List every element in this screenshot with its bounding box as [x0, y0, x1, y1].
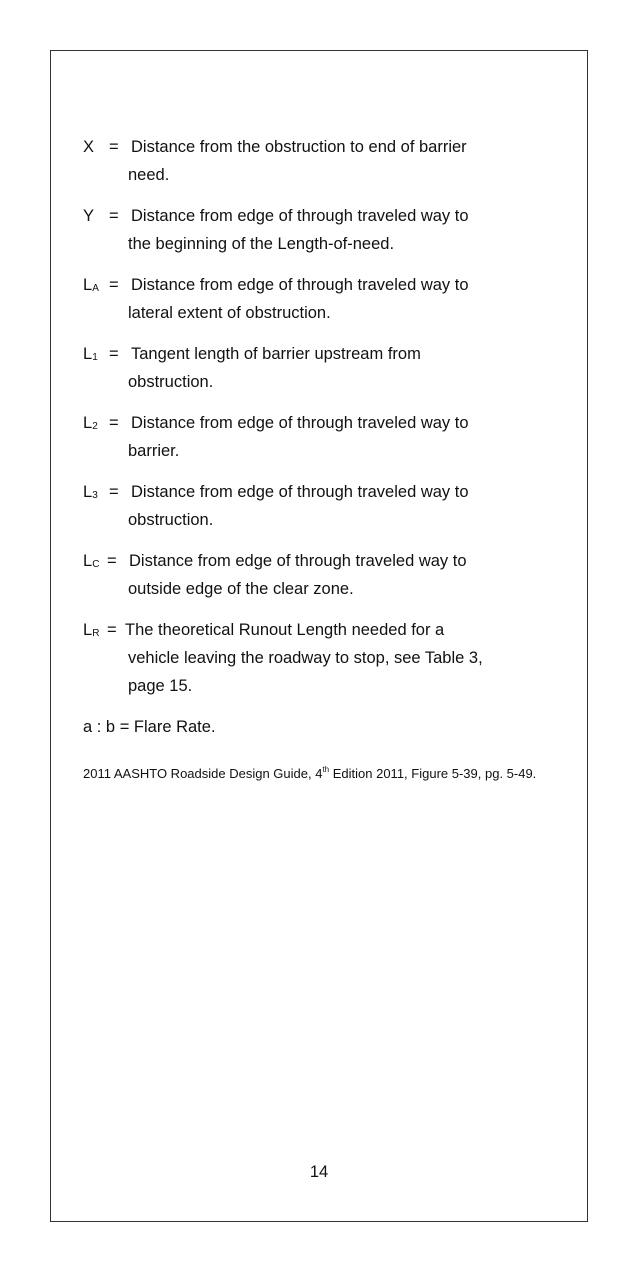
definition-text: Distance from edge of through traveled way to: [131, 483, 469, 501]
definition-x: [83, 133, 553, 189]
definition-continuation: obstruction.: [128, 511, 214, 529]
definition-continuation: the beginning of the Length-of-need.: [128, 235, 395, 253]
definition-l1: [83, 340, 553, 396]
definition-continuation: lateral extent of obstruction.: [128, 304, 331, 322]
definition-continuation: obstruction.: [128, 373, 214, 391]
symbol: X: [83, 138, 95, 156]
equals-sign: =: [109, 345, 119, 363]
definition-l2: [83, 409, 553, 465]
flare-rate: a : b = Flare Rate.: [83, 718, 216, 736]
definition-y: [83, 202, 553, 258]
definition-l3: [83, 478, 553, 534]
definition-continuation: vehicle leaving the roadway to stop, see Table 3,: [128, 649, 483, 667]
definition-continuation: need.: [128, 166, 170, 184]
equals-sign: =: [109, 207, 119, 225]
equals-sign: =: [107, 552, 117, 570]
symbol: $L_C$: [83, 552, 100, 570]
definition-lr: [83, 616, 553, 700]
equals-sign: =: [109, 483, 119, 501]
definition-text: Tangent length of barrier upstream from: [131, 345, 421, 363]
citation: 2011 AASHTO Roadside Design Guide, 4th Edition 2011, Figure 5-39, pg. 5-49.: [83, 765, 537, 781]
symbol: $L_R$: [83, 621, 100, 639]
page-number: 14: [309, 1163, 329, 1181]
definition-la: [83, 271, 553, 327]
equals-sign: =: [107, 621, 117, 639]
definition-text: Distance from the obstruction to end of barrier: [131, 138, 467, 156]
definition-text: Distance from edge of through traveled way to: [131, 414, 469, 432]
definition-continuation: barrier.: [128, 442, 180, 460]
definition-text: Distance from edge of through traveled way to: [131, 207, 469, 225]
symbol: $L_A$: [83, 276, 99, 294]
equals-sign: =: [109, 414, 119, 432]
definition-text: The theoretical Runout Length needed for a: [125, 621, 445, 639]
definition-text: Distance from edge of through traveled way to: [129, 552, 467, 570]
symbol: $L_3$: [83, 483, 98, 501]
definition-lc: [83, 547, 553, 603]
equals-sign: =: [109, 138, 119, 156]
definition-continuation: outside edge of the clear zone.: [128, 580, 354, 598]
definition-text: Distance from edge of through traveled way to: [131, 276, 469, 294]
equals-sign: =: [109, 276, 119, 294]
definition-continuation: page 15.: [128, 677, 193, 695]
symbol: Y: [83, 207, 95, 225]
symbol: $L_2$: [83, 414, 98, 432]
symbol: $L_1$: [83, 345, 98, 363]
definitions-list: [83, 133, 553, 741]
